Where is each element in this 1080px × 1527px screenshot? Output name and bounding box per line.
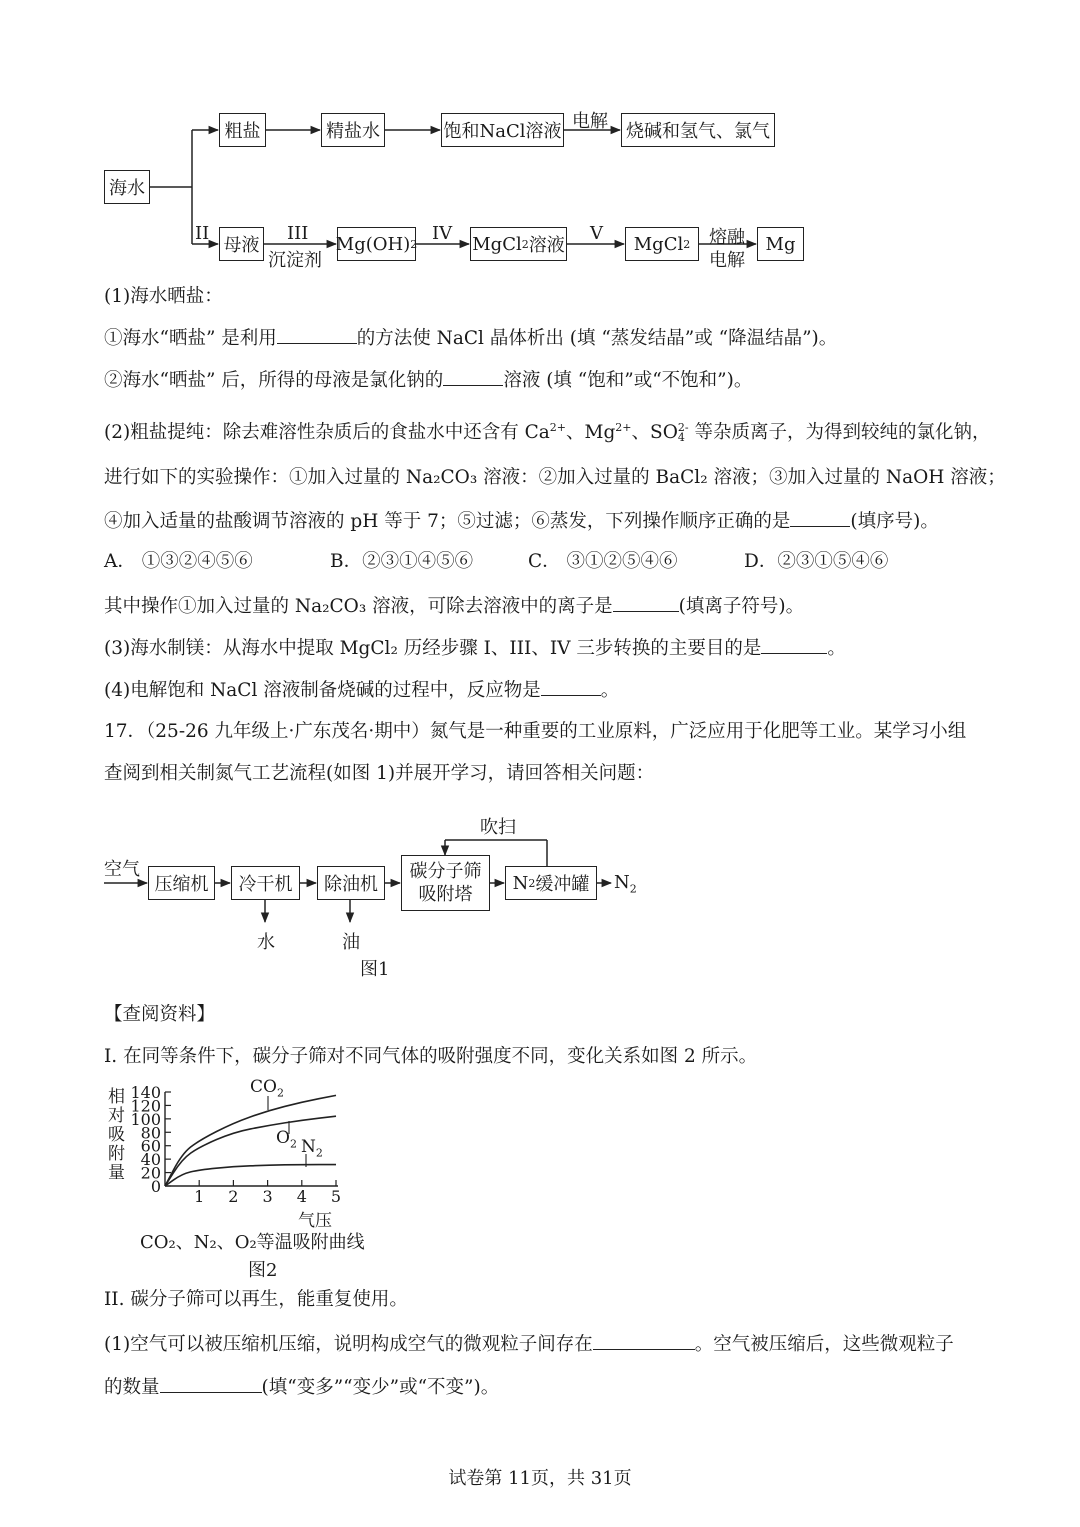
q2-line-5: 其中操作①加入过量的 Na₂CO₃ 溶液，可除去溶液中的离子是 (填离子符号)。 (104, 593, 804, 619)
molten-label: 熔融 (709, 227, 745, 248)
reference-heading: 【查阅资料】 (104, 1004, 216, 1025)
chart-x-axis-title: 气压 (298, 1211, 332, 1231)
option-b[interactable]: B．②③①④⑤⑥ (330, 551, 474, 572)
products-box: 烧碱和氢气、氯气 (621, 113, 775, 147)
option-c[interactable]: C． ③①②⑤④⑥ (528, 551, 678, 572)
water-label: 水 (257, 932, 275, 953)
q-last-line-2: 的数量 (填“变多”“变少”或“不变”)。 (104, 1374, 499, 1400)
y-tick-label: 80 (140, 1123, 161, 1143)
electrolysis-label: 电解 (572, 111, 608, 132)
answer-blank[interactable] (160, 1374, 262, 1393)
cooler-box: 冷干机 (231, 866, 300, 900)
oil-label: 油 (342, 932, 360, 953)
figure2-caption: 图2 (248, 1260, 278, 1281)
q3-line: (3)海水制镁：从海水中提取 MgCl₂ 历经步骤 I、III、IV 三步转换的主要目的是 。 (104, 635, 846, 661)
step-v-label: V (590, 223, 603, 244)
reference-item-2: II. 碳分子筛可以再生，能重复使用。 (104, 1289, 408, 1310)
q4-line: (4)电解饱和 NaCl 溶液制备烧碱的过程中，反应物是 。 (104, 677, 619, 703)
mgcl2-solution-box: MgCl 2 溶液 (470, 227, 567, 261)
option-d[interactable]: D．②③①⑤④⑥ (744, 551, 889, 572)
n2-buffer-box: N 2 缓冲罐 (505, 866, 597, 900)
q2-line-3: ④加入适量的盐酸调节溶液的 pH 等于 7；⑤过滤；⑥蒸发，下列操作顺序正确的是 (填序号)。 (104, 508, 939, 534)
air-label: 空气 (104, 859, 140, 880)
step-iv-label: IV (432, 223, 453, 244)
purge-label: 吹扫 (480, 817, 516, 838)
saturated-nacl-box: 饱和NaCl溶液 (441, 113, 564, 147)
seawater-box: 海水 (104, 170, 150, 204)
y-tick-label: 100 (130, 1109, 161, 1129)
q2-line-1: (2)粗盐提纯：除去难溶性杂质后的食盐水中还含有 $Ca^{2+}$、$Mg^{2+}$、SO2- 4 等杂质离子，为得到较纯的氯化钠， (104, 421, 991, 445)
y-axis-title-char: 附 (108, 1144, 125, 1164)
y-tick-label: 60 (140, 1136, 161, 1156)
x-tick-label: 1 (194, 1187, 205, 1206)
carbon-sieve-tower-box: 碳分子筛 吸附塔 (401, 855, 490, 911)
page-footer: 试卷第 11页，共 31页 (448, 1468, 632, 1489)
y-axis-title-char: 吸 (108, 1125, 125, 1145)
x-tick-label: 2 (228, 1187, 239, 1206)
mg-box: Mg (757, 227, 804, 261)
y-tick-label: 140 (130, 1083, 161, 1102)
o2-series-label: $O_2$ (276, 1128, 297, 1151)
y-axis-title-char: 相 (108, 1087, 125, 1107)
step-ii-label: II (195, 223, 210, 244)
q1-title: (1)海水晒盐： (104, 286, 223, 307)
crude-salt-box: 粗盐 (219, 113, 266, 147)
series-line-n2 (165, 1165, 336, 1186)
y-axis-title-char: 量 (108, 1163, 125, 1183)
mother-liquor-box: 母液 (219, 227, 264, 261)
x-tick-label: 4 (296, 1187, 307, 1206)
q17-line-1: 17．（25-26 九年级上·广东茂名·期中）氮气是一种重要的工业原料，广泛应用于化肥等工业。某学习小组 (104, 721, 967, 742)
option-a[interactable]: A． ①③②④⑤⑥ (104, 551, 253, 572)
step-iii-label: III (287, 223, 309, 244)
q-last-line-1: (1)空气可以被压缩机压缩，说明构成空气的微观粒子间存在 。空气被压缩后，这些微观粒子 (104, 1331, 954, 1357)
y-tick-label: 40 (140, 1150, 161, 1170)
q2-line-2: 进行如下的实验操作：①加入过量的 Na₂CO₃ 溶液：②加入过量的 BaCl₂ 溶液；③加入过量的 NaOH 溶液； (104, 467, 1006, 488)
figure1-caption: 图1 (360, 959, 390, 980)
q1-part-a: ①海水“晒盐” 是利用 的方法使 NaCl 晶体析出 (填 “蒸发结晶”或 “降温结晶”)。 (104, 325, 837, 351)
chart-title: CO₂、N₂、O₂等温吸附曲线 (140, 1232, 365, 1253)
co2-series-label: $CO_2$ (250, 1077, 284, 1100)
x-tick-label: 5 (330, 1187, 342, 1206)
y-tick-label: 20 (140, 1163, 161, 1183)
compressor-box: 压缩机 (148, 866, 215, 900)
q17-line-2: 查阅到相关制氮气工艺流程(如图 1)并展开学习，请回答相关问题： (104, 763, 655, 784)
refined-brine-box: 精盐水 (321, 113, 385, 147)
x-tick-label: 3 (262, 1187, 273, 1206)
y-axis-title-char: 对 (108, 1106, 125, 1126)
reference-item-1: I. 在同等条件下，碳分子筛对不同气体的吸附强度不同，变化关系如图 2 所示。 (104, 1046, 758, 1067)
y-tick-label: 120 (130, 1096, 161, 1116)
n2-series-label: $N_2$ (301, 1137, 323, 1160)
y-tick-label: 0 (150, 1177, 161, 1196)
electrolysis2-label: 电解 (709, 250, 745, 271)
mgoh2-box: Mg(OH) 2 (337, 227, 416, 261)
n2-output-label: $N_2$ (614, 872, 637, 896)
mgcl2-box: MgCl 2 (625, 227, 699, 261)
precipitant-label: 沉淀剂 (268, 250, 322, 271)
answer-blank[interactable] (593, 1331, 695, 1350)
oil-remover-box: 除油机 (317, 866, 385, 900)
q1-part-b: ②海水“晒盐” 后，所得的母液是氯化钠的 溶液 (填 “饱和”或“不饱和”)。 (104, 367, 752, 393)
